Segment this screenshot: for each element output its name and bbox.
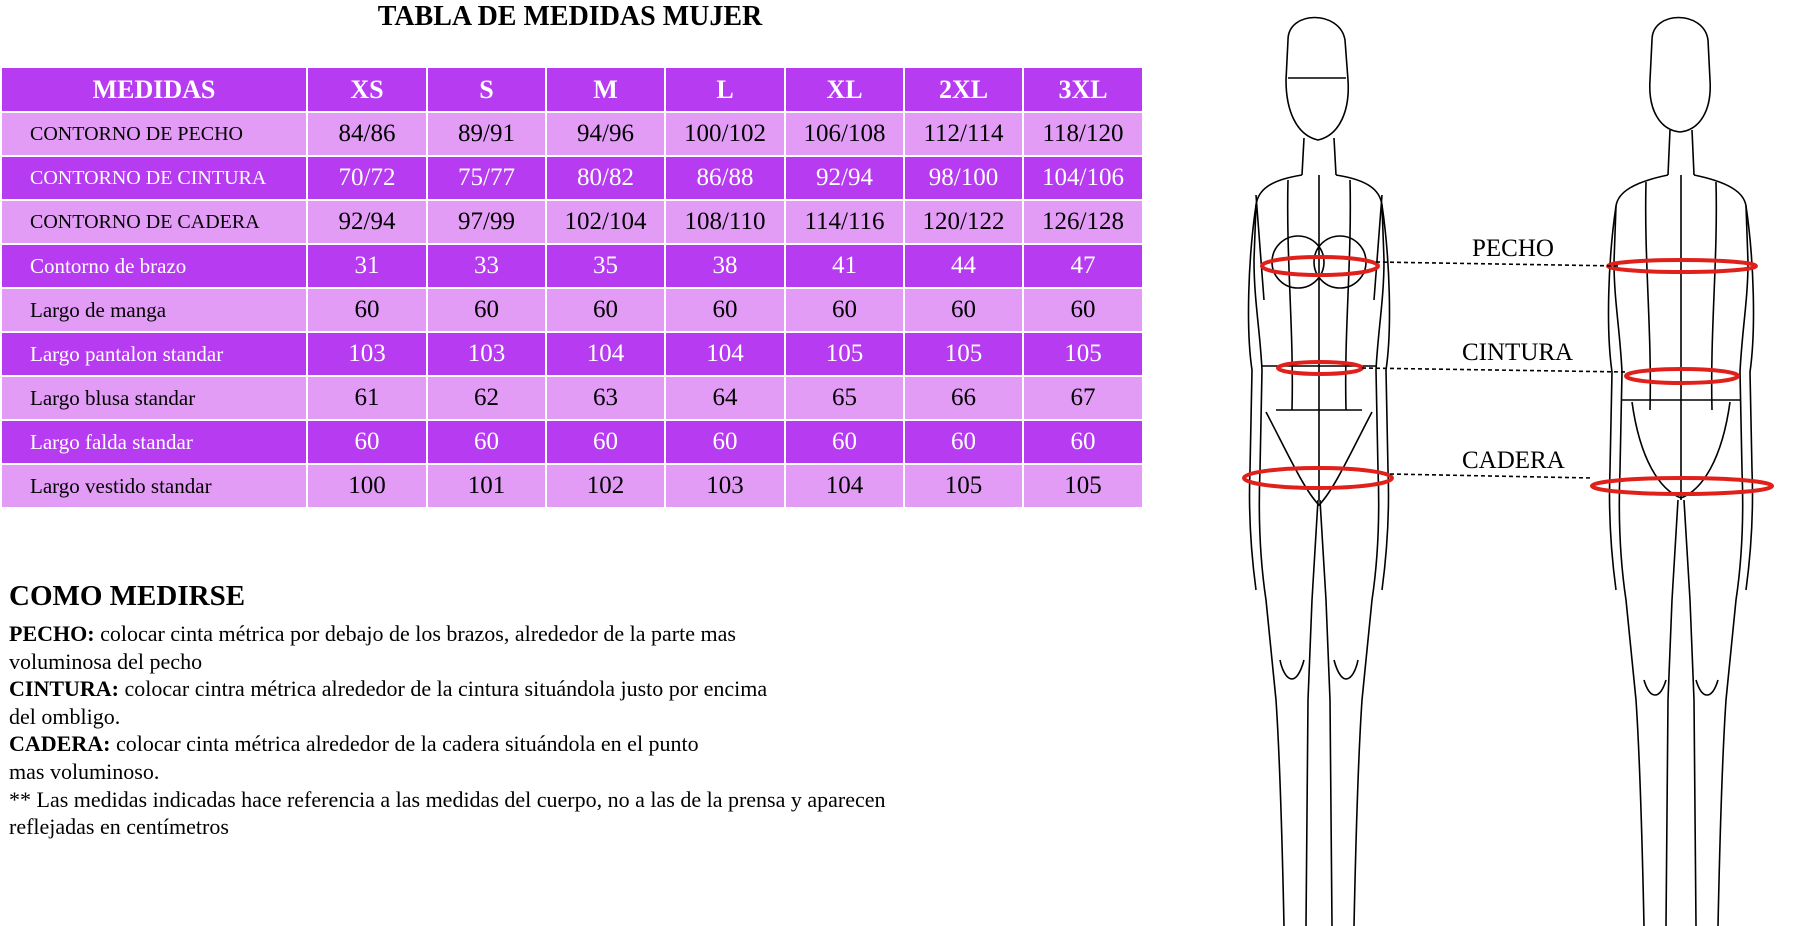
table-cell: 106/108 — [785, 112, 904, 156]
table-cell: 35 — [546, 244, 665, 288]
instruction-pecho-cont: voluminosa del pecho — [9, 648, 203, 674]
table-cell: 97/99 — [427, 200, 546, 244]
table-cell: 60 — [1023, 288, 1143, 332]
table-cell: 60 — [307, 288, 427, 332]
pecho-label: PECHO: — [9, 621, 95, 646]
instruction-cintura — [9, 675, 1069, 703]
table-cell: 92/94 — [785, 156, 904, 200]
table-cell: 60 — [665, 420, 785, 464]
front-chest-tape — [1262, 257, 1378, 275]
note-text-cont: reflejadas en centímetros — [9, 814, 229, 840]
table-row — [1, 288, 1143, 332]
table-cell: 60 — [785, 420, 904, 464]
table-row — [1, 376, 1143, 420]
table-row — [1, 464, 1143, 508]
how-to-measure-section — [9, 574, 1069, 841]
table-cell: 105 — [904, 464, 1023, 508]
table-cell: 103 — [665, 464, 785, 508]
table-cell: 31 — [307, 244, 427, 288]
instruction-pecho — [9, 620, 1069, 648]
leader-lines — [1362, 262, 1626, 478]
label-cintura: CINTURA — [1462, 339, 1574, 366]
label-cadera: CADERA — [1462, 447, 1565, 474]
table-cell: 98/100 — [904, 156, 1023, 200]
table-cell: 60 — [665, 288, 785, 332]
table-cell: 120/122 — [904, 200, 1023, 244]
front-waist-tape — [1278, 362, 1362, 374]
row-label: Largo de manga — [1, 288, 307, 332]
table-cell: 67 — [1023, 376, 1143, 420]
row-label: Largo pantalon standar — [1, 332, 307, 376]
front-hip-tape — [1244, 468, 1392, 488]
table-cell: 38 — [665, 244, 785, 288]
table-cell: 80/82 — [546, 156, 665, 200]
header-cell: MEDIDAS — [1, 67, 307, 112]
table-cell: 75/77 — [427, 156, 546, 200]
back-chest-tape — [1608, 260, 1756, 272]
table-row — [1, 112, 1143, 156]
table-cell: 108/110 — [665, 200, 785, 244]
section-title: COMO MEDIRSE — [9, 580, 246, 612]
cintura-label: CINTURA: — [9, 676, 119, 702]
table-cell: 41 — [785, 244, 904, 288]
row-label: Largo falda standar — [1, 420, 307, 464]
table-cell: 33 — [427, 244, 546, 288]
table-cell: 60 — [904, 288, 1023, 332]
table-cell: 102/104 — [546, 200, 665, 244]
table-cell: 63 — [546, 376, 665, 420]
table-cell: 104 — [785, 464, 904, 508]
table-cell: 126/128 — [1023, 200, 1143, 244]
pecho-text: colocar cinta métrica por debajo de los brazos, alrededor de la parte mas — [94, 621, 736, 646]
table-cell: 101 — [427, 464, 546, 508]
table-cell: 64 — [665, 376, 785, 420]
table-row — [1, 156, 1143, 200]
table-cell: 60 — [785, 288, 904, 332]
table-cell: 60 — [427, 420, 546, 464]
back-waist-tape — [1626, 369, 1738, 383]
table-cell: 47 — [1023, 244, 1143, 288]
table-cell: 104 — [546, 332, 665, 376]
instruction-cadera-cont: mas voluminoso. — [9, 758, 160, 784]
table-cell: 112/114 — [904, 112, 1023, 156]
table-cell: 60 — [904, 420, 1023, 464]
cadera-label: CADERA: — [9, 731, 111, 757]
table-cell: 66 — [904, 376, 1023, 420]
table-row — [1, 200, 1143, 244]
row-label: CONTORNO DE CADERA — [1, 200, 307, 244]
body-figures-illustration — [1200, 0, 1818, 926]
header-cell: XL — [785, 67, 904, 112]
table-body — [1, 112, 1143, 508]
table-cell: 100 — [307, 464, 427, 508]
header-cell: S — [427, 67, 546, 112]
table-cell: 105 — [904, 332, 1023, 376]
cintura-text: colocar cintra métrica alrededor de la cintura situándola justo por encima — [119, 676, 768, 702]
table-cell: 92/94 — [307, 200, 427, 244]
row-label: Largo vestido standar — [1, 464, 307, 508]
table-cell: 84/86 — [307, 112, 427, 156]
table-cell: 104 — [665, 332, 785, 376]
table-cell: 105 — [785, 332, 904, 376]
size-table — [0, 66, 1144, 509]
table-cell: 102 — [546, 464, 665, 508]
table-cell: 61 — [307, 376, 427, 420]
table-row — [1, 332, 1143, 376]
table-cell: 103 — [307, 332, 427, 376]
table-cell: 86/88 — [665, 156, 785, 200]
note-text: ** Las medidas indicadas hace referencia a las medidas del cuerpo, no a las de la prensa y aparecen — [9, 786, 886, 812]
header-cell: L — [665, 67, 785, 112]
instruction-cadera — [9, 730, 1069, 758]
table-cell: 118/120 — [1023, 112, 1143, 156]
table-cell: 89/91 — [427, 112, 546, 156]
table-cell: 104/106 — [1023, 156, 1143, 200]
table-header-row — [1, 67, 1143, 112]
table-cell: 100/102 — [665, 112, 785, 156]
table-cell: 44 — [904, 244, 1023, 288]
table-row — [1, 420, 1143, 464]
table-cell: 60 — [427, 288, 546, 332]
header-cell: XS — [307, 67, 427, 112]
table-cell: 70/72 — [307, 156, 427, 200]
label-pecho: PECHO — [1472, 235, 1554, 262]
table-cell: 65 — [785, 376, 904, 420]
back-figure — [1609, 18, 1754, 926]
table-cell: 60 — [307, 420, 427, 464]
instruction-cintura-cont: del ombligo. — [9, 703, 121, 729]
table-cell: 94/96 — [546, 112, 665, 156]
table-cell: 105 — [1023, 332, 1143, 376]
table-cell: 62 — [427, 376, 546, 420]
row-label: Largo blusa standar — [1, 376, 307, 420]
table-cell: 105 — [1023, 464, 1143, 508]
header-cell: 3XL — [1023, 67, 1143, 112]
cadera-text: colocar cinta métrica alrededor de la cadera situándola en el punto — [110, 731, 699, 757]
row-label: CONTORNO DE CINTURA — [1, 156, 307, 200]
header-cell: 2XL — [904, 67, 1023, 112]
table-cell: 60 — [546, 420, 665, 464]
table-cell: 60 — [1023, 420, 1143, 464]
table-row — [1, 244, 1143, 288]
table-cell: 60 — [546, 288, 665, 332]
table-cell: 103 — [427, 332, 546, 376]
row-label: Contorno de brazo — [1, 244, 307, 288]
row-label: CONTORNO DE PECHO — [1, 112, 307, 156]
header-cell: M — [546, 67, 665, 112]
page-title: TABLA DE MEDIDAS MUJER — [377, 1, 763, 32]
table-cell: 114/116 — [785, 200, 904, 244]
